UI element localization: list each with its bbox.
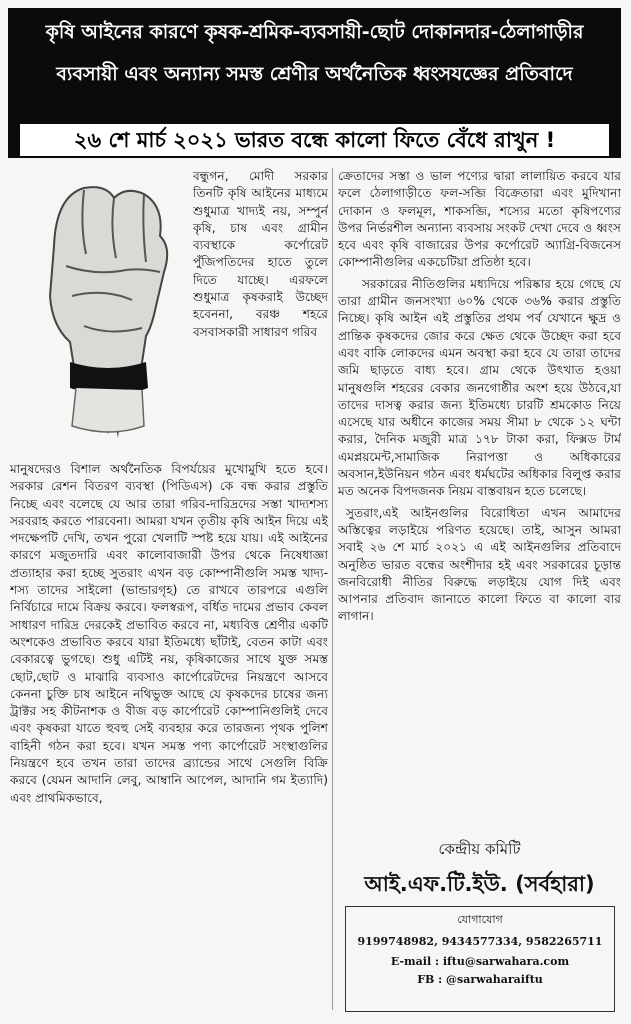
article-right-paragraph-3: সুতরাং,এই আইনগুলির বিরোধিতা এখন আমাদের অস্তিত্বের লড়াইয়ে পরিণত হয়েছে। তাই, আসুন আমরা সবাই ২৬ শে মার্চ ২০২১ এ এই আইনগুলির প্রতিবাদে অনুষ্ঠিত ভারত বন্ধের অংশীদার হই এবং সরকারের চূড়ান্ত জনবিরোধী নীতির বিরুদ্ধে লড়াইয়ে যোগ দিই এবং আপনার প্রতিবাদ জানাতে কালো ফিতে বা কালো বার লাগান। [338,505,621,624]
article-column-left-bottom [10,461,328,1009]
article-right-paragraph-2: সরকারের নীতিগুলির মধ্যদিয়ে পরিষ্কার হয়ে গেছে যে তারা গ্রামীন জনসংখ্যা ৬০% থেকে ৩৬% করার প্রস্তুতি নিচ্ছে। কৃষি আইন এই প্রস্তুতির প্রথম পর্ব যেখানে ক্ষুদ্র ও প্রান্তিক কৃষকদের জোর করে ক্ষেত থেকে উচ্ছেদ করা হবে এবং বাকি লোকদের এমন অবস্থা করা হবে যে তারা তাদের জমি ছাড়তে বাধ্য হবে। গ্রাম থেকে উৎখাত হওয়া মানুষগুলি শহরের বেকার জনগোষ্ঠীর অংশ হয়ে উঠবে,যা তাদের দাসত্ব করার জন্য ইতিমধ্যে চারটি শ্রমকোড নিয়ে এসেছে যার অধীনে কাজের সময় সীমা ৮ থেকে ১২ ঘন্টা করার, দৈনিক মজুরী মাত্র ১৭৮ টাকা করা, ফিক্সড টার্ম এমপ্লয়মেন্ট,সামাজিক নিরাপত্তা ও অধিকারের অবসান,ইউনিয়ন গঠন এবং ধর্মঘটের অধিকার বিলুপ্ত করার মত অনেক বিপদজনক নিয়ম বাস্তবায়ন হতে চলেছে। [338,276,621,499]
contact-title: যোগাযোগ [457,913,503,926]
organization-name: আই.এফ.টি.ইউ. (সর্বহারা) [364,872,595,896]
article-left-continuation: মানুষদেরও বিশাল অর্থনৈতিক বিপর্যয়ের মুখোমুখি হতে হবে। সরকার রেশন বিতরণ ব্যবস্থা (পিডিএস) কে বন্ধ করার প্রস্তুতি নিচ্ছে এবং বলেছে যে আর তারা গরিব-দারিদ্রদের সস্তা খাদ্যশস্য সরবরাহ করতে পারবেনা। আমরা যখন তৃতীয় কৃষি আইন দিয়ে এই পদক্ষেপটি দেখি, তখন পুরো খেলাটি স্পষ্ট হয়ে যায়। এই আইনের কারণে মজুতদারি এবং কালোবাজারী উপর থেকে নিষেধাজ্ঞা প্রত্যাহার করা হচ্ছে সুতরাং এখন বড় কোম্পানীগুলি সমস্ত খাদ্য-শস্য তাদের সাইলো (ভান্ডারগৃহ) তে রাখবে তারপরে এগুলি নির্বিচারে দামে বিক্রয় করবে। ফলস্বরূপ, বর্ধিত দামের প্রভাব কেবল সাধারণ দারিদ্র দেরকেই প্রভাবিত করবে না, মধ্যবিত্ত শ্রেণীর একটি অংশকেও প্রভাবিত করবে যারা ইতিমধ্যে ছাঁটাই, বেতন কাটা এবং বেকারত্বে ভুগছে। শুধু এটিই নয়, কৃষিকাজের সাথে যুক্ত সমস্ত ছোট,ছোট ও মাঝারি ব্যবসাও কার্পোরেটদের নিয়ন্ত্রণে আসবে কেননা চুক্তি চাষ আইনে নথিভুক্ত আছে যে কৃষকদের চাষের জন্য ট্রাক্টর সহ কীটনাশক ও বীজ বড় কার্পোরেট কোম্পানিগুলিই দেবে এবং কৃষকরা যাতে হুবহু সেই ব্যবহার করে তারজন্য পৃথক পুলিশ বাহিনী গঠন করা হবে। যখন সমস্ত পণ্য কার্পোরেট সংস্থাগুলির নিয়ন্ত্রণে হবে তখন তারা তাদের ব্র্যান্ডের সাথে সেগুলি বিক্রি করবে (যেমন আদানি লেবু, আম্বানি আপেল, আদানি গম ইত্যাদি) এবং প্রাথমিকভাবে, [10,462,328,805]
committee-label: কেন্দ্রীয় কমিটি [438,840,521,858]
email-contact: E-mail : iftu@sarwahara.com [390,955,570,968]
headline-banner: ২৬ শে মার্চ ২০২১ ভারত বন্ধে কালো ফিতে বেঁধে রাখুন ! [20,124,609,156]
article-right-paragraph-1: ক্রেতাদের সস্তা ও ভাল পণ্যের দ্বারা লালায়িত করবে যার ফলে ঠেলাগাড়ীতে ফল-সব্জি বিক্রেতারা এবং মুদিখানা দোকান ও ফলমূল, শাকসব্জি, শস্যের মতো কৃষিপণ্যের উপর নির্ভরশীল অন্যান্য ব্যবসায় সংকট দেখা দেবে ও ধ্বংস হবে এবং কৃষি বাজারের উপর কর্পোরেট অ্যাগ্রি-বিজনেস কোম্পানীগুলির একচেটিয়া প্রতিষ্ঠা হবে। [338,169,621,270]
article-column-right [338,168,621,823]
column-divider [332,168,333,1010]
raised-fist-black-ribbon-illustration [14,176,186,446]
facebook-contact: FB : @sarwaharaiftu [417,973,543,986]
article-intro-text: বন্ধুগন, মোদী সরকার তিনটি কৃষি আইনের মাধ্যমে শুধুমাত্র খাদ্যই নয়, সম্পুর্ন কৃষি, চাষ এবং গ্রামীন ব্যবস্থাকে কর্পোরেট পুঁজিপতিদের হাতে তুলে দিতে যাচ্ছে। এরফলে শুধুমাত্র কৃষকরাই উচ্ছেদ হবেননা, বরঞ্চ শহরে বসবাসকারী সাধারণ গরিব [193,169,328,339]
header-line-1: কৃষি আইনের কারণে কৃষক-শ্রমিক-ব্যবসায়ী-ছোট দোকানদার-ঠেলাগাড়ীর [45,21,584,43]
article-column-left-top [193,168,328,460]
header-line-2: ব্যবসায়ী এবং অন্যান্য সমস্ত শ্রেণীর অর্থনৈতিক ধ্বংসযজ্ঞের প্রতিবাদে [56,63,573,85]
contact-box [345,906,615,1012]
phone-numbers: 9199748982, 9434577334, 9582265711 [357,935,603,948]
header-block [8,8,621,158]
